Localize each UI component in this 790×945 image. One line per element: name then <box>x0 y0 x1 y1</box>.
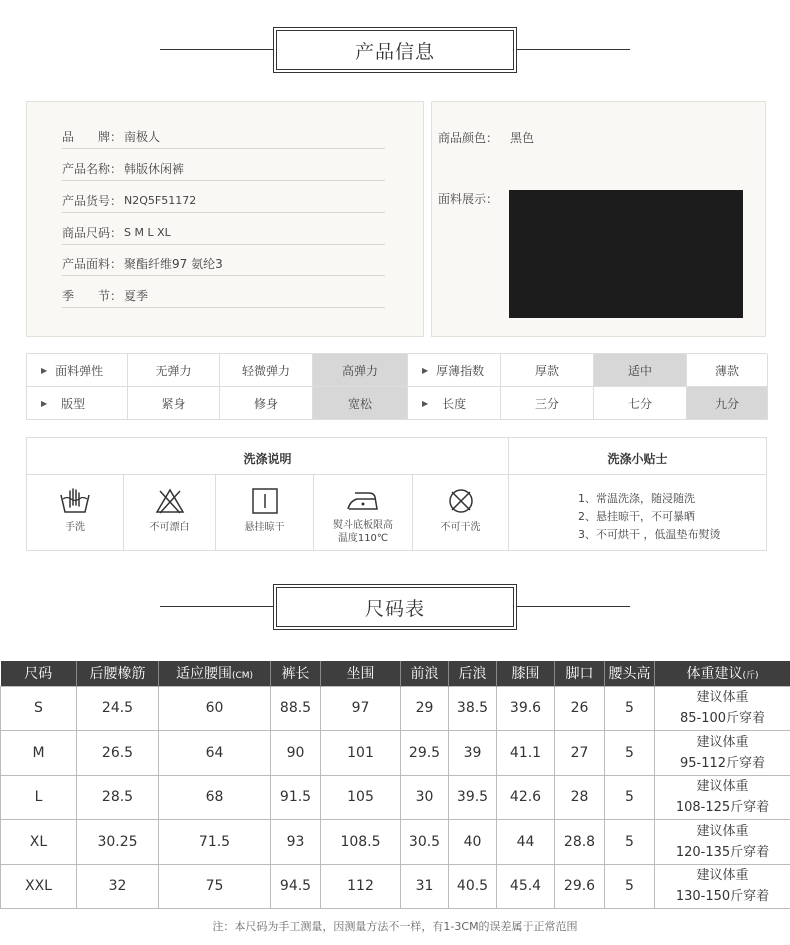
info-value: 夏季 <box>124 289 149 303</box>
wash-tips-title: 洗涤小贴士 <box>607 452 668 466</box>
measure-cell: 31 <box>401 864 449 909</box>
col-header: 坐围 <box>321 661 401 686</box>
table-row <box>1 775 790 820</box>
col-header: 腰头高 <box>605 661 655 686</box>
wash-label <box>333 519 393 545</box>
measure-cell: 108.5 <box>321 820 401 865</box>
col-header: 尺码 <box>1 661 77 686</box>
measure-cell: 39.6 <box>497 686 555 731</box>
measure-cell: 41.1 <box>497 731 555 776</box>
unit-jin: (斤) <box>742 671 759 682</box>
size-table-body <box>1 686 790 909</box>
measure-cell: 101 <box>321 731 401 776</box>
advice-line2: 108-125斤穿着 <box>675 800 770 816</box>
size-cell: M <box>1 731 77 776</box>
iron-label-line1: 熨斗底板限高 <box>333 520 393 531</box>
col-header-waist <box>159 661 271 686</box>
col-header: 膝围 <box>497 661 555 686</box>
triangle-icon: ▶ <box>422 398 429 408</box>
wash-item-hand <box>27 475 124 550</box>
info-label: 产品面料： <box>62 257 123 271</box>
hang-dry-icon <box>250 487 280 515</box>
measure-cell: 40 <box>449 820 497 865</box>
measure-cell: 30.5 <box>401 820 449 865</box>
info-row-season <box>62 284 385 308</box>
advice-line2: 95-112斤穿着 <box>679 755 766 771</box>
info-label: 品 牌： <box>62 130 123 144</box>
measure-cell: 44 <box>497 820 555 865</box>
measure-cell: 27 <box>555 731 605 776</box>
no-bleach-icon <box>155 487 185 515</box>
weight-advice-cell <box>655 820 790 865</box>
measure-cell: 94.5 <box>271 864 321 909</box>
info-value: 南极人 <box>124 130 161 144</box>
measure-cell: 68 <box>159 775 271 820</box>
wash-label: 不可干洗 <box>440 522 481 533</box>
fabric-swatch-image <box>509 190 743 318</box>
measure-cell: 28 <box>555 775 605 820</box>
wash-label: 手洗 <box>65 522 85 533</box>
measure-cell: 71.5 <box>159 820 271 865</box>
wash-divider-h2 <box>508 474 767 475</box>
measure-cell: 40.5 <box>449 864 497 909</box>
wash-title: 洗涤说明 <box>243 452 292 466</box>
measure-cell: 93 <box>271 820 321 865</box>
wash-item-hang-dry <box>216 475 314 550</box>
measure-cell: 29.6 <box>555 864 605 909</box>
wash-tip: 1、常温洗涤，随浸随洗 <box>578 492 695 505</box>
size-cell: XL <box>1 820 77 865</box>
info-value: 韩版休闲裤 <box>124 162 185 176</box>
measure-cell: 26 <box>555 686 605 731</box>
wash-care-box <box>26 437 767 551</box>
hand-wash-icon <box>58 487 92 515</box>
header-line-right <box>517 606 630 607</box>
measure-cell: 28.5 <box>77 775 159 820</box>
measure-cell: 5 <box>605 820 655 865</box>
measure-cell: 26.5 <box>77 731 159 776</box>
measure-cell: 39 <box>449 731 497 776</box>
header-line-right <box>517 49 630 50</box>
col-header: 后浪 <box>449 661 497 686</box>
measure-cell: 42.6 <box>497 775 555 820</box>
weight-advice-cell <box>655 775 790 820</box>
attr-option-selected: 高弹力 <box>313 354 408 387</box>
triangle-icon: ▶ <box>422 365 429 375</box>
attr-label-elasticity <box>27 354 128 387</box>
attr-label-length <box>408 387 501 420</box>
advice-line1: 建议体重 <box>696 734 749 750</box>
measure-cell: 64 <box>159 731 271 776</box>
attr-label-text: 厚薄指数 <box>436 363 485 378</box>
advice-line2: 120-135斤穿着 <box>675 844 770 860</box>
measure-cell: 24.5 <box>77 686 159 731</box>
weight-advice-cell <box>655 731 790 776</box>
col-header: 后腰橡筋 <box>77 661 159 686</box>
attr-option: 轻微弹力 <box>220 354 313 387</box>
attr-option-selected: 宽松 <box>313 387 408 420</box>
attr-option: 厚款 <box>501 354 594 387</box>
measure-cell: 39.5 <box>449 775 497 820</box>
measure-cell: 112 <box>321 864 401 909</box>
info-row-brand <box>62 125 385 149</box>
iron-icon <box>345 487 381 513</box>
attr-label-thickness <box>408 354 501 387</box>
advice-line1: 建议体重 <box>696 779 749 795</box>
col-header-weight <box>655 661 790 686</box>
measure-cell: 75 <box>159 864 271 909</box>
info-row-sizes <box>62 221 385 245</box>
wash-tip: 2、悬挂晾干，不可暴晒 <box>578 510 695 523</box>
attr-option-selected: 适中 <box>594 354 687 387</box>
advice-line1: 建议体重 <box>696 868 749 884</box>
no-dry-clean-icon <box>446 487 476 515</box>
table-row <box>1 820 790 865</box>
info-row-name <box>62 157 385 181</box>
attr-label-fit <box>27 387 128 420</box>
weight-advice-cell <box>655 686 790 731</box>
size-cell: XXL <box>1 864 77 909</box>
info-row-sku <box>62 189 385 213</box>
triangle-icon: ▶ <box>41 365 48 375</box>
advice-line2: 85-100斤穿着 <box>679 711 766 727</box>
measure-cell: 45.4 <box>497 864 555 909</box>
measure-cell: 32 <box>77 864 159 909</box>
advice-line1: 建议体重 <box>696 690 749 706</box>
attr-option: 薄款 <box>687 354 768 387</box>
attr-option: 三分 <box>501 387 594 420</box>
info-row-fabric <box>62 252 385 276</box>
header-line-left <box>160 606 273 607</box>
measure-cell: 30.25 <box>77 820 159 865</box>
size-table-header <box>1 661 790 686</box>
info-value: 聚酯纤维97 氨纶3 <box>124 257 223 271</box>
measure-cell: 88.5 <box>271 686 321 731</box>
col-header-text: 体重建议 <box>686 666 743 683</box>
measure-cell: 30 <box>401 775 449 820</box>
size-note: 注：本尺码为手工测量，因测量方法不一样，有1-3CM的误差属于正常范围 <box>212 920 578 933</box>
advice-line1: 建议体重 <box>696 823 749 839</box>
measure-cell: 60 <box>159 686 271 731</box>
size-cell: L <box>1 775 77 820</box>
info-label: 商品尺码： <box>62 226 123 240</box>
iron-label-line2: 温度110℃ <box>337 533 389 544</box>
table-row <box>1 731 790 776</box>
table-row <box>1 686 790 731</box>
product-info-panel <box>26 101 424 337</box>
measure-cell: 29 <box>401 686 449 731</box>
attr-option: 紧身 <box>128 387 220 420</box>
color-label: 商品颜色： <box>438 131 499 145</box>
attr-option: 无弹力 <box>128 354 220 387</box>
size-chart-title: 尺码表 <box>276 587 514 627</box>
measure-cell: 29.5 <box>401 731 449 776</box>
measure-cell: 38.5 <box>449 686 497 731</box>
wash-label: 悬挂晾干 <box>244 522 285 533</box>
wash-label: 不可漂白 <box>149 522 190 533</box>
col-header: 裤长 <box>271 661 321 686</box>
attr-label-text: 面料弹性 <box>55 363 104 378</box>
col-header-text: 适应腰围 <box>175 666 232 683</box>
weight-advice-cell <box>655 864 790 909</box>
measure-cell: 105 <box>321 775 401 820</box>
measure-cell: 97 <box>321 686 401 731</box>
info-value: N2Q5F51172 <box>124 194 197 207</box>
wash-item-iron <box>314 475 413 550</box>
table-row <box>1 864 790 909</box>
wash-item-no-dry-clean <box>413 475 508 550</box>
measure-cell: 90 <box>271 731 321 776</box>
measure-cell: 5 <box>605 686 655 731</box>
attr-option: 七分 <box>594 387 687 420</box>
info-label: 产品名称： <box>62 162 123 176</box>
attribute-grid <box>26 353 767 420</box>
measure-cell: 91.5 <box>271 775 321 820</box>
col-header: 前浪 <box>401 661 449 686</box>
info-value: S M L XL <box>124 226 171 239</box>
unit-cm: (CM) <box>231 671 254 682</box>
size-table <box>0 661 790 909</box>
product-info-header <box>273 27 517 73</box>
wash-item-no-bleach <box>124 475 216 550</box>
measure-cell: 5 <box>605 775 655 820</box>
size-cell: S <box>1 686 77 731</box>
fabric-label: 面料展示： <box>438 192 499 206</box>
measure-cell: 5 <box>605 864 655 909</box>
attr-label-text: 版型 <box>61 396 86 411</box>
info-label: 产品货号： <box>62 194 123 208</box>
info-label: 季 节： <box>62 289 123 303</box>
attr-option-selected: 九分 <box>687 387 768 420</box>
attr-option: 修身 <box>220 387 313 420</box>
measure-cell: 5 <box>605 731 655 776</box>
triangle-icon: ▶ <box>41 398 48 408</box>
advice-line2: 130-150斤穿着 <box>675 889 770 905</box>
col-header: 脚口 <box>555 661 605 686</box>
attr-label-text: 长度 <box>442 396 467 411</box>
wash-tip: 3、不可烘干 ，低温垫布熨烫 <box>578 528 721 541</box>
product-color-panel <box>431 101 766 337</box>
size-chart-header <box>273 584 517 630</box>
product-info-title: 产品信息 <box>276 30 514 70</box>
measure-cell: 28.8 <box>555 820 605 865</box>
color-value: 黑色 <box>510 131 535 145</box>
header-line-left <box>160 49 273 50</box>
